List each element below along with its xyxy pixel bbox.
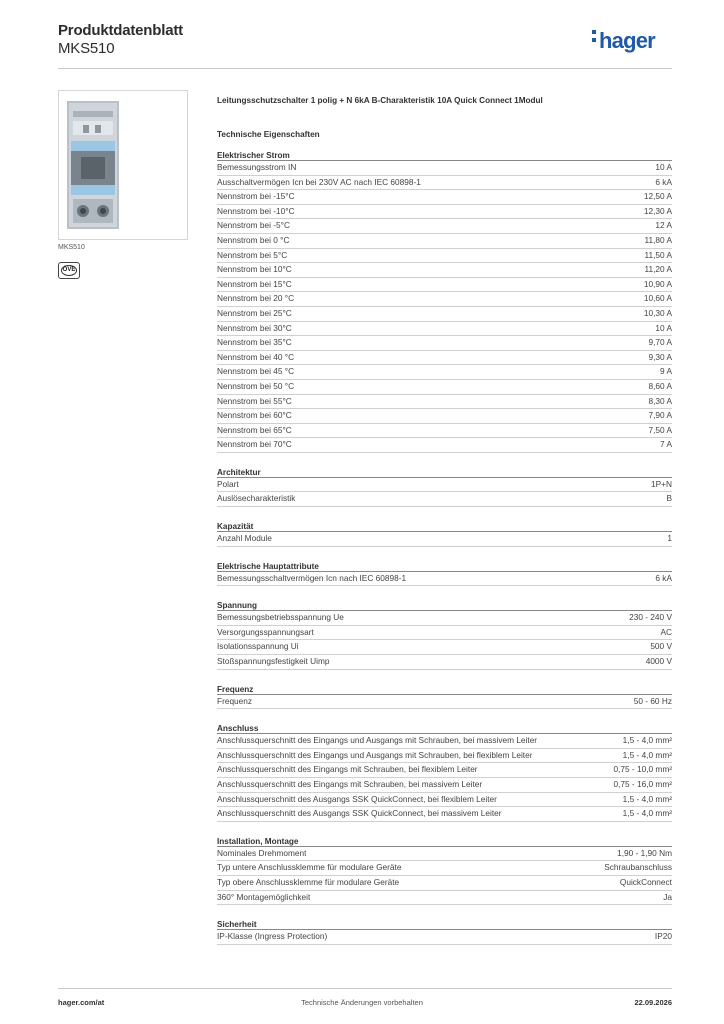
- spec-row: [217, 876, 672, 891]
- logo-text: hager: [599, 28, 655, 53]
- spec-row: [217, 219, 672, 234]
- spec-row: [217, 572, 672, 587]
- spec-label: Nennstrom bei 25°C: [217, 307, 292, 318]
- spec-value: 1,5 - 4,0 mm²: [622, 793, 672, 804]
- spec-content: [217, 96, 672, 945]
- spec-row: [217, 395, 672, 410]
- spec-section: [217, 680, 672, 710]
- spec-section: [217, 463, 672, 507]
- spec-row: [217, 424, 672, 439]
- spec-value: 1: [667, 533, 672, 544]
- spec-row: [217, 655, 672, 670]
- spec-section: [217, 557, 672, 587]
- spec-value: QuickConnect: [619, 876, 672, 887]
- spec-row: [217, 930, 672, 945]
- spec-label: Anzahl Module: [217, 533, 272, 544]
- spec-row: [217, 793, 672, 808]
- section-gap: [217, 670, 672, 680]
- spec-value: 11,50 A: [644, 249, 672, 260]
- spec-label: Anschlussquerschnitt des Ausgangs SSK QuickConnect, bei flexiblem Leiter: [217, 793, 497, 804]
- spec-value: 7,50 A: [648, 424, 672, 435]
- spec-label: Nennstrom bei 40 °C: [217, 351, 295, 362]
- spec-label: Anschlussquerschnitt des Ausgangs SSK QuickConnect, bei massivem Leiter: [217, 808, 502, 819]
- spec-value: Schraubanschluss: [604, 862, 672, 873]
- cert-mark: ÖVE: [61, 265, 77, 276]
- spec-value: 1,90 - 1,90 Nm: [617, 847, 672, 858]
- spec-value: Ja: [663, 891, 672, 902]
- spec-label: Anschlussquerschnitt des Eingangs und Ausgangs mit Schrauben, bei flexiblem Leiter: [217, 749, 533, 760]
- hager-logo: [592, 28, 655, 54]
- spec-value: 500 V: [650, 641, 672, 652]
- product-image: [58, 90, 188, 240]
- spec-label: Nominales Drehmoment: [217, 847, 307, 858]
- spec-value: 7,90 A: [648, 410, 672, 421]
- section-title: Elektrischer Strom: [217, 146, 672, 161]
- spec-value: 10,90 A: [643, 278, 672, 289]
- spec-row: [217, 234, 672, 249]
- section-title: Frequenz: [217, 680, 672, 695]
- spec-row: [217, 532, 672, 547]
- spec-label: Nennstrom bei 20 °C: [217, 293, 295, 304]
- page-title: Produktdatenblatt: [58, 22, 183, 39]
- spec-label: Bemessungsstrom IN: [217, 162, 297, 172]
- spec-value: 10,60 A: [643, 293, 672, 304]
- spec-row: [217, 847, 672, 862]
- spec-label: Nennstrom bei 10°C: [217, 264, 292, 275]
- spec-label: Stoßspannungsfestigkeit Uimp: [217, 656, 330, 667]
- spec-row: [217, 249, 672, 264]
- spec-value: 11,20 A: [644, 264, 672, 275]
- spec-value: AC: [660, 626, 672, 637]
- spec-value: 11,80 A: [644, 234, 672, 245]
- spec-row: [217, 351, 672, 366]
- spec-section: [217, 517, 672, 547]
- spec-label: Versorgungsspannungsart: [217, 626, 314, 637]
- image-caption: MKS510: [58, 244, 85, 251]
- circuit-breaker-illustration: [59, 91, 187, 239]
- spec-value: B: [666, 493, 672, 504]
- spec-value: IP20: [654, 931, 672, 942]
- spec-label: Nennstrom bei 70°C: [217, 439, 292, 450]
- section-gap: [217, 453, 672, 463]
- section-gap: [217, 822, 672, 832]
- spec-value: 0,75 - 10,0 mm²: [613, 764, 672, 775]
- spec-label: Bemessungsschaltvermögen Icn nach IEC 60898-1: [217, 572, 407, 583]
- section-title: Elektrische Hauptattribute: [217, 557, 672, 572]
- footer-divider: [58, 988, 672, 989]
- spec-value: 4000 V: [645, 656, 672, 667]
- section-title: Architektur: [217, 463, 672, 478]
- spec-label: Nennstrom bei 60°C: [217, 410, 292, 421]
- spec-value: 1,5 - 4,0 mm²: [622, 735, 672, 746]
- spec-label: Anschlussquerschnitt des Eingangs und Ausgangs mit Schrauben, bei massivem Leiter: [217, 735, 538, 746]
- spec-value: 1P+N: [651, 478, 672, 489]
- spec-label: Nennstrom bei 35°C: [217, 337, 292, 348]
- section-gap: [217, 905, 672, 915]
- spec-row: [217, 492, 672, 507]
- footer-date: 22.09.2026: [634, 998, 672, 1007]
- spec-value: 9 A: [660, 366, 672, 377]
- footer-website: hager.com/at: [58, 998, 105, 1007]
- spec-label: Nennstrom bei -5°C: [217, 220, 290, 231]
- spec-row: [217, 891, 672, 906]
- spec-row: [217, 336, 672, 351]
- spec-row: [217, 763, 672, 778]
- spec-value: 6 kA: [655, 176, 672, 187]
- spec-sections: [217, 146, 672, 945]
- spec-value: 9,30 A: [648, 351, 672, 362]
- spec-value: 12,50 A: [643, 191, 672, 202]
- section-gap: [217, 586, 672, 596]
- spec-row: [217, 749, 672, 764]
- spec-row: [217, 861, 672, 876]
- spec-row: [217, 380, 672, 395]
- spec-row: [217, 611, 672, 626]
- spec-label: Nennstrom bei -10°C: [217, 205, 295, 216]
- spec-label: Nennstrom bei 45 °C: [217, 366, 295, 377]
- spec-row: [217, 807, 672, 822]
- spec-section: [217, 146, 672, 453]
- spec-label: Isolationsspannung Ui: [217, 641, 299, 652]
- spec-label: Nennstrom bei -15°C: [217, 191, 295, 202]
- spec-row: [217, 161, 672, 176]
- spec-row: [217, 778, 672, 793]
- spec-value: 12 A: [655, 220, 672, 231]
- spec-label: Auslösecharakteristik: [217, 493, 296, 504]
- spec-label: Nennstrom bei 65°C: [217, 424, 292, 435]
- spec-row: [217, 190, 672, 205]
- spec-label: Bemessungsbetriebsspannung Ue: [217, 612, 344, 623]
- spec-section: [217, 832, 672, 905]
- spec-row: [217, 734, 672, 749]
- spec-row: [217, 278, 672, 293]
- spec-label: Nennstrom bei 0 °C: [217, 234, 290, 245]
- section-subtitle: Technische Eigenschaften: [217, 130, 320, 139]
- spec-value: 9,70 A: [648, 337, 672, 348]
- spec-label: Anschlussquerschnitt des Eingangs mit Schrauben, bei massivem Leiter: [217, 779, 483, 789]
- spec-row: [217, 263, 672, 278]
- section-title: Installation, Montage: [217, 832, 672, 847]
- section-gap: [217, 709, 672, 719]
- spec-value: 1,5 - 4,0 mm²: [622, 808, 672, 819]
- spec-value: 7 A: [660, 439, 672, 450]
- section-title: Kapazität: [217, 517, 672, 532]
- section-title: Spannung: [217, 596, 672, 611]
- spec-value: 230 - 240 V: [629, 612, 672, 623]
- spec-label: Nennstrom bei 5°C: [217, 249, 288, 260]
- footer-disclaimer: Technische Änderungen vorbehalten: [301, 998, 423, 1007]
- logo-colon-mark: [592, 30, 597, 46]
- section-title: Sicherheit: [217, 915, 672, 930]
- spec-value: 10 A: [655, 322, 672, 333]
- spec-row: [217, 205, 672, 220]
- spec-row: [217, 365, 672, 380]
- spec-row: [217, 640, 672, 655]
- section-title: Anschluss: [217, 719, 672, 734]
- spec-label: Polart: [217, 478, 239, 489]
- spec-section: [217, 719, 672, 822]
- spec-value: 8,30 A: [648, 395, 672, 406]
- header-divider: [58, 68, 672, 69]
- spec-value: 1,5 - 4,0 mm²: [622, 749, 672, 760]
- spec-label: Nennstrom bei 55°C: [217, 395, 292, 406]
- spec-row: [217, 176, 672, 191]
- spec-value: 8,60 A: [648, 380, 672, 391]
- spec-section: [217, 596, 672, 669]
- spec-row: [217, 438, 672, 453]
- spec-value: 12,30 A: [643, 205, 672, 216]
- ove-certification-icon: [58, 262, 80, 279]
- spec-label: Ausschaltvermögen Icn bei 230V AC nach IEC 60898-1: [217, 176, 421, 187]
- spec-label: Typ obere Anschlussklemme für modulare Geräte: [217, 876, 400, 887]
- spec-value: 50 - 60 Hz: [633, 695, 672, 706]
- spec-label: Anschlussquerschnitt des Eingangs mit Schrauben, bei flexiblem Leiter: [217, 764, 478, 775]
- spec-value: 10,30 A: [643, 307, 672, 318]
- spec-value: 6 kA: [655, 572, 672, 583]
- spec-section: [217, 915, 672, 945]
- spec-row: [217, 322, 672, 337]
- spec-label: Nennstrom bei 30°C: [217, 322, 292, 333]
- spec-label: Frequenz: [217, 695, 253, 706]
- spec-row: [217, 409, 672, 424]
- spec-row: [217, 292, 672, 307]
- spec-label: Nennstrom bei 50 °C: [217, 380, 295, 391]
- section-gap: [217, 507, 672, 517]
- spec-label: Nennstrom bei 15°C: [217, 278, 292, 289]
- spec-row: [217, 695, 672, 710]
- spec-row: [217, 307, 672, 322]
- spec-row: [217, 478, 672, 493]
- spec-value: 0,75 - 16,0 mm²: [613, 779, 672, 789]
- spec-label: 360° Montagemöglichkeit: [217, 891, 311, 902]
- section-gap: [217, 547, 672, 557]
- product-description: Leitungsschutzschalter 1 polig + N 6kA B-Charakteristik 10A Quick Connect 1Modul: [217, 96, 543, 105]
- product-model: MKS510: [58, 40, 115, 57]
- spec-row: [217, 626, 672, 641]
- spec-label: Typ untere Anschlussklemme für modulare Geräte: [217, 862, 402, 873]
- spec-label: IP-Klasse (Ingress Protection): [217, 931, 328, 942]
- spec-value: 10 A: [655, 162, 672, 172]
